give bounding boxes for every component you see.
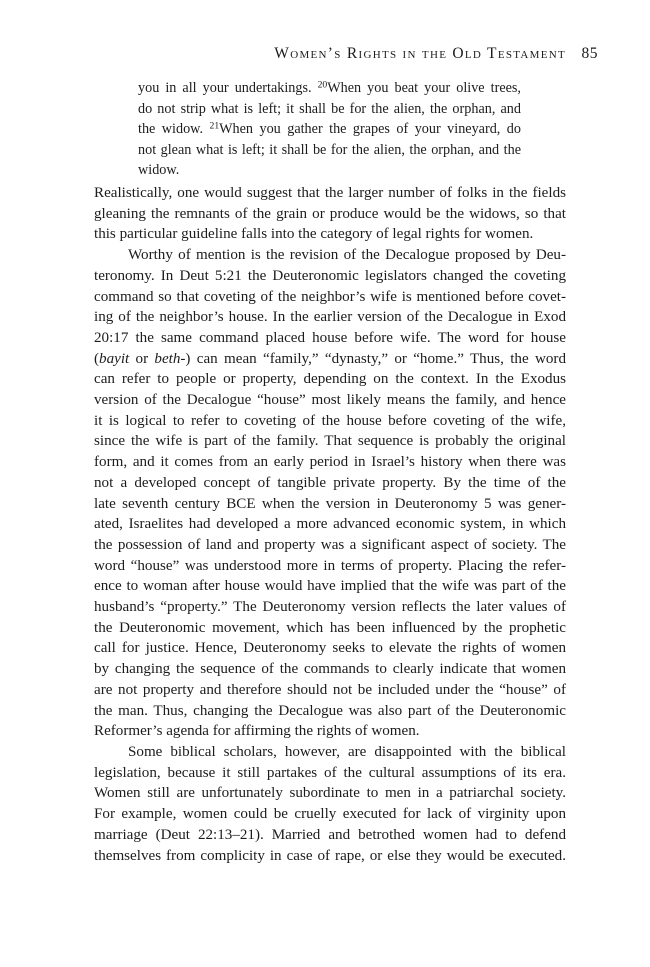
text-line: since the wife is part of the family. That sequence is probably the original	[94, 433, 566, 450]
text-line: are not property and therefore should not be included under the “house” of	[94, 681, 566, 698]
quote-line: widow.	[138, 162, 180, 179]
text-line: form, and it comes from an early period in Israel’s history when there was	[94, 454, 566, 471]
running-header	[94, 45, 598, 67]
text-line: themselves from complicity in case of rape, or else they would be executed.	[94, 847, 566, 864]
text-line: not a developed concept of tangible private property. By the time of the	[94, 474, 566, 491]
transliteration: beth-	[154, 350, 186, 367]
text-line: ated, Israelites had developed a more advanced economic system, in which	[94, 516, 566, 533]
block-quote	[138, 78, 521, 181]
text-line: by changing the sequence of the commands to clearly indicate that women	[94, 661, 566, 678]
text-line: legislation, because it still partakes of the cultural assumptions of its era.	[94, 764, 566, 781]
quote-line: you in all your undertakings. $^{20}$When you beat your olive trees,	[138, 79, 521, 96]
quote-line: not glean what is left; it shall be for the alien, the orphan, and the	[138, 141, 521, 158]
text-line: Some biblical scholars, however, are disappointed with the biblical	[128, 743, 566, 760]
verse-number: 20	[317, 79, 328, 91]
text-line: the man. Thus, changing the Decalogue was also part of the Deuteronomic	[94, 702, 566, 719]
running-title: Women’s Rights in the Old Testament	[274, 45, 566, 62]
text-line: the Deuteronomic movement, which has been influenced by the prophetic	[94, 619, 566, 636]
text-line: 20:17 the same command placed house before wife. The word for house	[94, 329, 566, 346]
text-line: Worthy of mention is the revision of the Decalogue proposed by Deu-	[128, 247, 566, 264]
page-number: 85	[581, 45, 598, 62]
text-line: word “house” was understood more in terms of property. Placing the refer-	[94, 557, 566, 574]
text-line: it is logical to refer to coveting of the house before coveting of the wife,	[94, 412, 566, 429]
paragraph-1	[94, 183, 566, 245]
text-line: late seventh century BCE when the version in Deuteronomy 5 was gener-	[94, 495, 566, 512]
text-line: Realistically, one would suggest that the larger number of folks in the fields	[94, 185, 566, 201]
text-line: Reformer’s agenda for affirming the rights of women.	[94, 723, 420, 740]
text-line: (bayit or beth-) can mean “family,” “dynasty,” or “home.” Thus, the word	[94, 350, 566, 367]
text-line: Women still are unfortunately subordinate to men in a patriarchal society.	[94, 785, 566, 802]
text-line: version of the Decalogue “house” most likely means the family, and hence	[94, 392, 566, 409]
text-line: gleaning the remnants of the grain or produce would be the widows, so that	[94, 205, 566, 222]
paragraph-3	[94, 742, 566, 866]
text-line: husband’s “property.” The Deuteronomy version reflects the later values of	[94, 599, 566, 616]
quote-line: do not strip what is left; it shall be for the alien, the orphan, and	[138, 100, 521, 117]
transliteration: bayit	[99, 350, 130, 367]
text-line: this particular guideline falls into the category of legal rights for women.	[94, 226, 534, 243]
text-line: can refer to people or property, depending on the context. In the Exodus	[94, 371, 566, 388]
text-line: the possession of land and property was a significant aspect of society. The	[94, 536, 566, 553]
text-line: command so that coveting of the neighbor’s wife is mentioned before covet-	[94, 288, 566, 305]
body-text	[94, 183, 566, 866]
paragraph-2	[94, 245, 566, 742]
verse-number: 21	[209, 120, 220, 132]
text-line: teronomy. In Deut 5:21 the Deuteronomic legislators changed the coveting	[94, 267, 566, 284]
quote-line: the widow. $^{21}$When you gather the grapes of your vineyard, do	[138, 120, 521, 138]
text-line: call for justice. Hence, Deuteronomy seeks to elevate the rights of women	[94, 640, 566, 657]
text-line: For example, women could be cruelly executed for lack of virginity upon	[94, 806, 566, 823]
text-line: ence to woman after house would have implied that the wife was part of the	[94, 578, 566, 595]
text-line: ing of the neighbor’s house. In the earlier version of the Decalogue in Exod	[94, 309, 566, 326]
text-line: marriage (Deut 22:13–21). Married and betrothed women had to defend	[94, 826, 566, 843]
